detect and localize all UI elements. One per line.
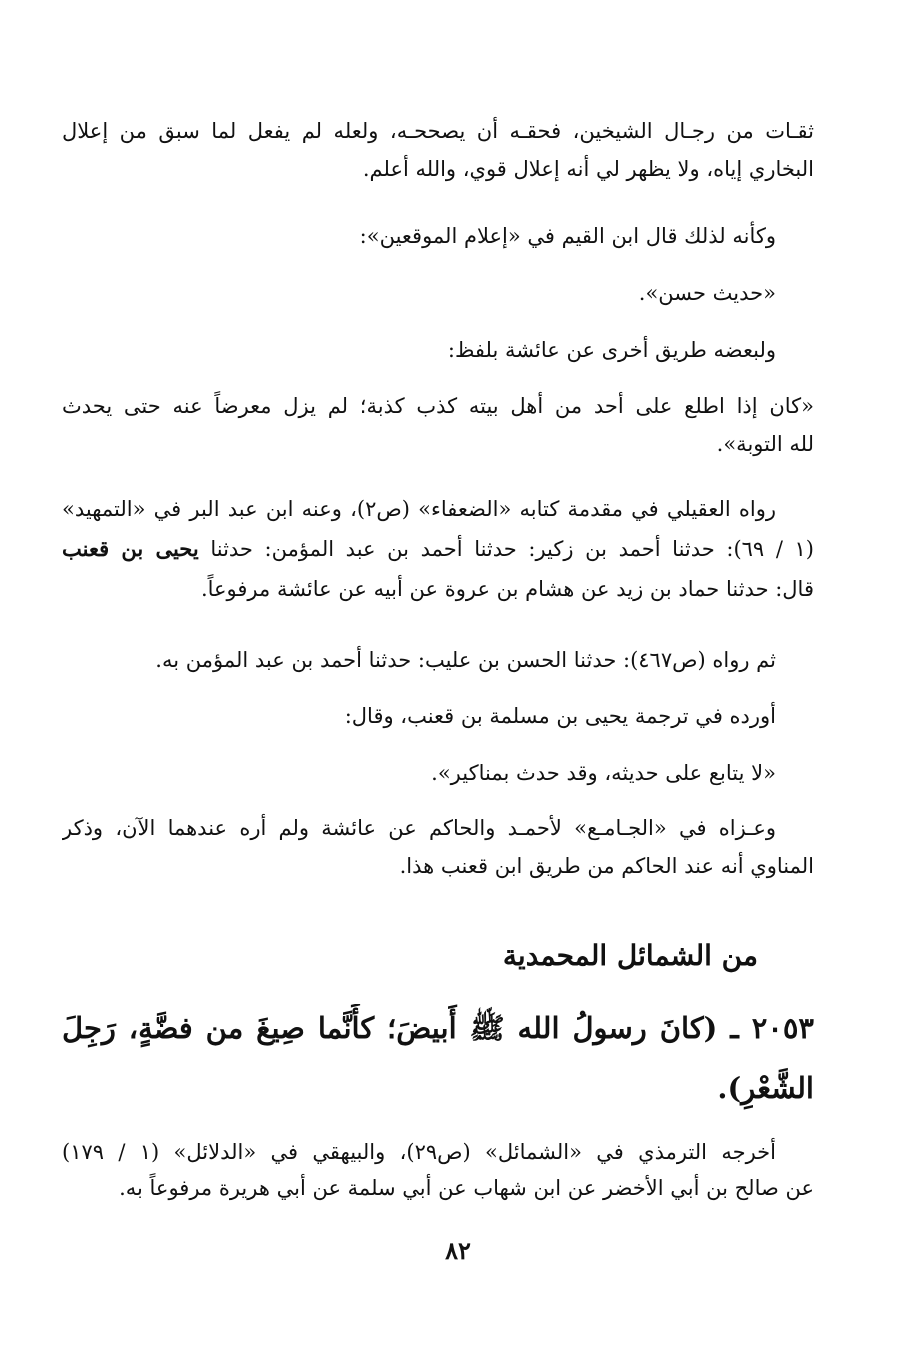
paragraph-takhrij [62, 1136, 814, 1204]
text-line: «لا يتابع على حديثه، وقد حدث بمناكير». [431, 761, 776, 785]
text-segment: (١ / ٦٩): حدثنا أحمد بن زكير: حدثنا أحمد بن عبد المؤمن: حدثنا [210, 537, 814, 561]
quote-lie [62, 390, 814, 460]
page-number: ٨٢ [445, 1236, 471, 1265]
quote-hasan [62, 277, 814, 309]
hadith-text [62, 1004, 814, 1112]
hadith-line: ٢٠٥٣ ـ (كانَ رسولُ الله ﷺ أَبيضَ؛ كأَنَّما صِيغَ من فضَّةٍ، رَجِلَ [62, 1011, 814, 1045]
paragraph-then-narrated [62, 644, 814, 676]
paragraph-ibn-qayyim [62, 220, 814, 252]
quote-munkar [62, 757, 814, 789]
text-line: أورده في ترجمة يحيى بن مسلمة بن قعنب، وقال: [344, 704, 776, 728]
paragraph-jami [62, 812, 814, 882]
text-line [62, 533, 814, 565]
text-line: البخاري إياه، ولا يظهر لي أنه إعلال قوي، والله أعلم. [362, 157, 814, 181]
paragraph-continuation [62, 115, 814, 185]
text-line: أخرجه الترمذي في «الشمائل» (ص٢٩)، والبيهقي في «الدلائل» (١ / ١٧٩) [62, 1140, 776, 1164]
text-line: «حديث حسن». [638, 281, 776, 305]
text-line: ولبعضه طريق أخرى عن عائشة بلفظ: [447, 338, 776, 362]
text-line: لله التوبة». [716, 432, 814, 456]
paragraph-uqayli [62, 493, 814, 605]
hadith-line: الشَّعْرِ). [717, 1071, 814, 1105]
text-line: «كان إذا اطلع على أحد من أهل بيته كذب كذبة؛ لم يزل معرضاً عنه حتى يحدث [62, 394, 814, 418]
text-line: رواه العقيلي في مقدمة كتابه «الضعفاء» (ص٢)، وعنه ابن عبد البر في «التمهيد» [62, 497, 776, 521]
text-line: قال: حدثنا حماد بن زيد عن هشام بن عروة عن أبيه عن عائشة مرفوعاً. [200, 577, 814, 601]
text-line: ثقـات من رجـال الشيخين، فحقـه أن يصححـه، ولعله لم يفعل لما سبق من إعلال [62, 119, 814, 143]
paragraph-other-route [62, 334, 814, 366]
text-line: ثم رواه (ص٤٦٧): حدثنا الحسن بن عليب: حدثنا أحمد بن عبد المؤمن به. [155, 648, 776, 672]
narrator-name: يحيى بن قعنب [62, 536, 199, 561]
paragraph-tarjama [62, 700, 814, 732]
text-line: وكأنه لذلك قال ابن القيم في «إعلام الموقعين»: [359, 224, 776, 248]
text-line: وعـزاه في «الجـامـع» لأحمـد والحاكم عن عائشة ولم أره عندهما الآن، وذكر [62, 816, 776, 840]
text-line: المناوي أنه عند الحاكم من طريق ابن قعنب هذا. [399, 854, 814, 878]
section-heading: من الشمائل المحمدية [502, 939, 758, 972]
text-line: عن صالح بن أبي الأخضر عن ابن شهاب عن أبي سلمة عن أبي هريرة مرفوعاً به. [119, 1176, 814, 1200]
